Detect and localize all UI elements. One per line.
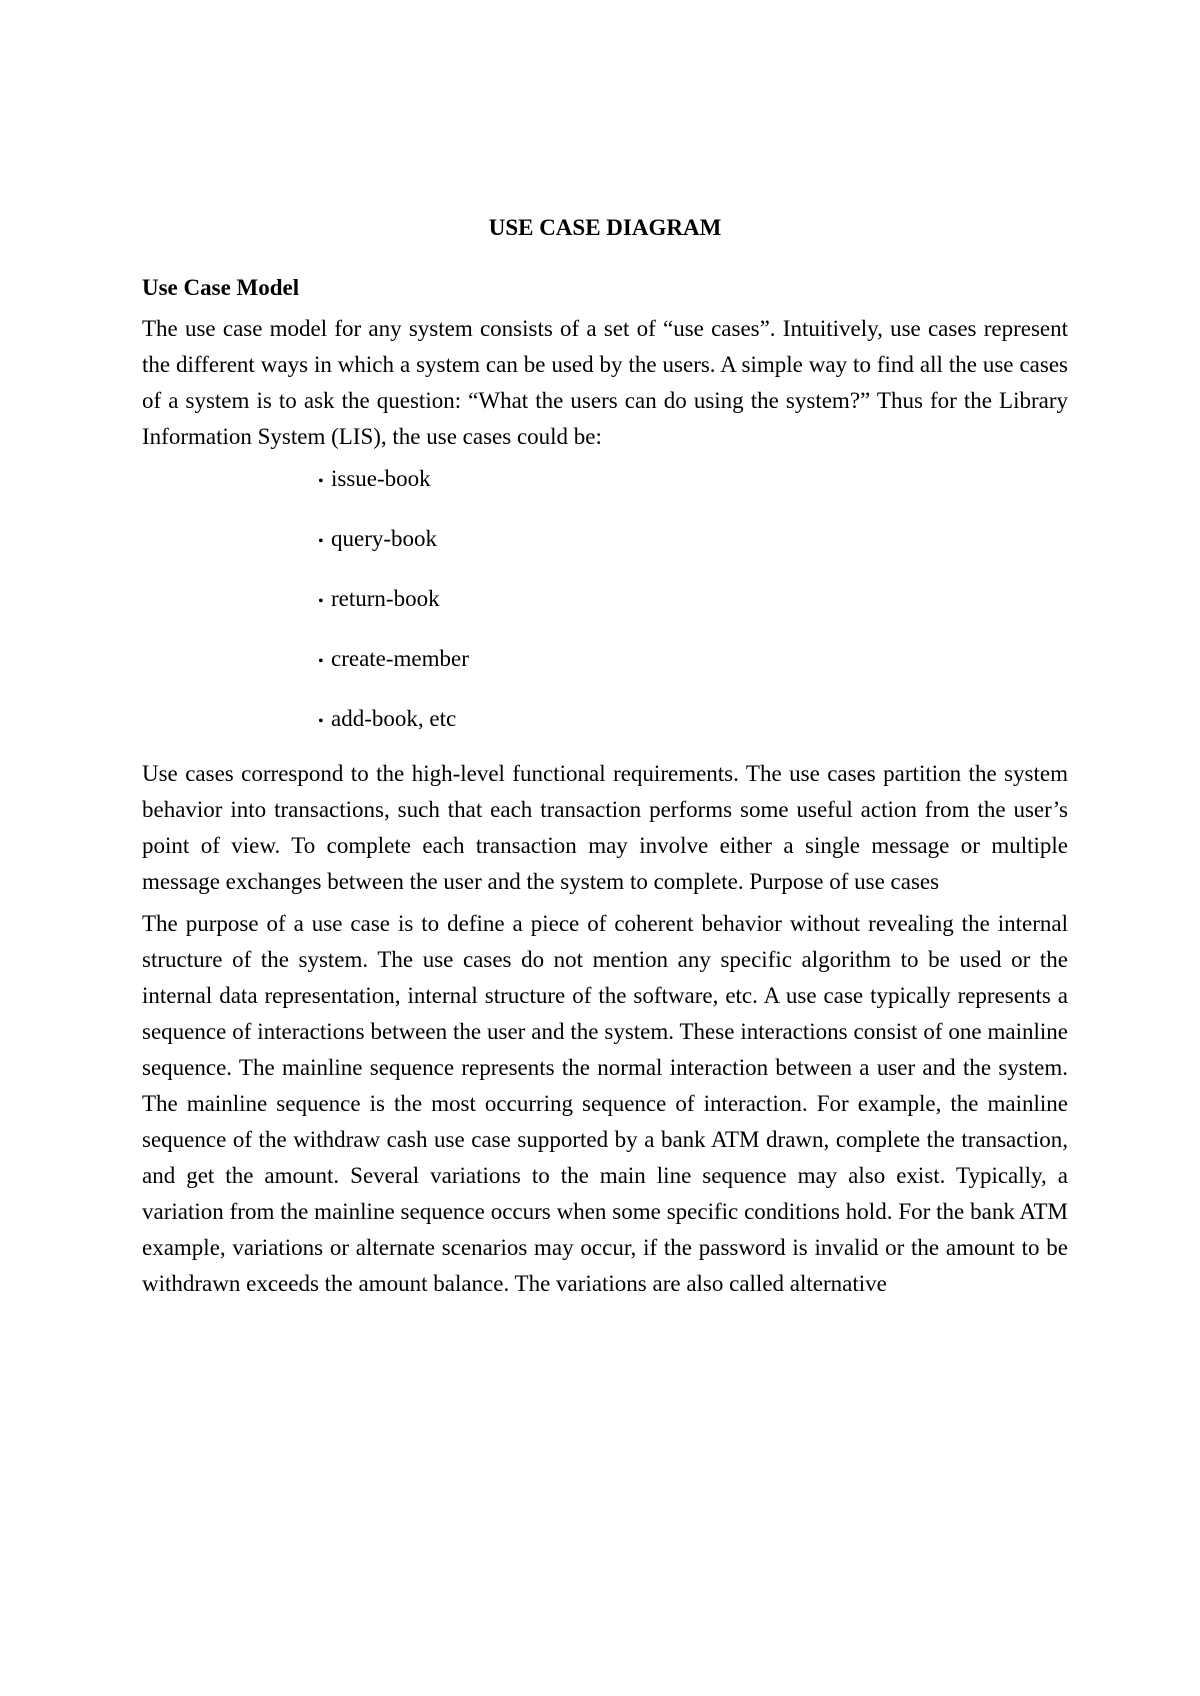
list-item — [318, 581, 1068, 620]
bullet-icon: • — [318, 473, 324, 490]
bullet-icon: • — [318, 713, 324, 730]
requirements-paragraph: Use cases correspond to the high-level functional requirements. The use cases partition the system behavior into transactions, such that each transaction performs some useful action from the user’s point of view. To complete each transaction may involve either a single message or multiple message exchanges between the user and the system to complete. Purpose of use cases — [142, 761, 1068, 894]
list-item-label: create-member — [331, 646, 469, 671]
bullet-icon: • — [318, 533, 324, 550]
bullet-icon: • — [318, 653, 324, 670]
list-item — [318, 641, 1068, 680]
use-case-list — [142, 461, 1068, 740]
list-item — [318, 521, 1068, 560]
document-body — [142, 212, 1068, 1302]
section-heading: Use Case Model — [142, 275, 300, 300]
intro-paragraph: The use case model for any system consists of a set of “use cases”. Intuitively, use cases represent the different ways in which a system can be used by the users. A simple way to find all the use cases of a system is to ask the question: “What the users can do using the system?” Thus for the Library Information System (LIS), the use cases could be: — [142, 316, 1068, 449]
list-item-label: return-book — [331, 586, 440, 611]
list-item-label: query-book — [331, 526, 438, 551]
list-item — [318, 701, 1068, 740]
list-item — [318, 461, 1068, 500]
bullet-icon: • — [318, 593, 324, 610]
purpose-paragraph: The purpose of a use case is to define a piece of coherent behavior without revealing the internal structure of the system. The use cases do not mention any specific algorithm to be used or the internal data representation, internal structure of the software, etc. A use case typically represents a sequence of interactions between the user and the system. These interactions consist of one mainline sequence. The mainline sequence represents the normal interaction between a user and the system. The mainline sequence is the most occurring sequence of interaction. For example, the mainline sequence of the withdraw cash use case supported by a bank ATM drawn, complete the transaction, and get the amount. Several variations to the main line sequence may also exist. Typically, a variation from the mainline sequence occurs when some specific conditions hold. For the bank ATM example, variations or alternate scenarios may occur, if the password is invalid or the amount to be withdrawn exceeds the amount balance. The variations are also called alternative — [142, 911, 1068, 1296]
document-title: USE CASE DIAGRAM — [488, 215, 722, 240]
list-item-label: issue-book — [331, 466, 431, 491]
list-item-label: add-book, etc — [331, 706, 457, 731]
